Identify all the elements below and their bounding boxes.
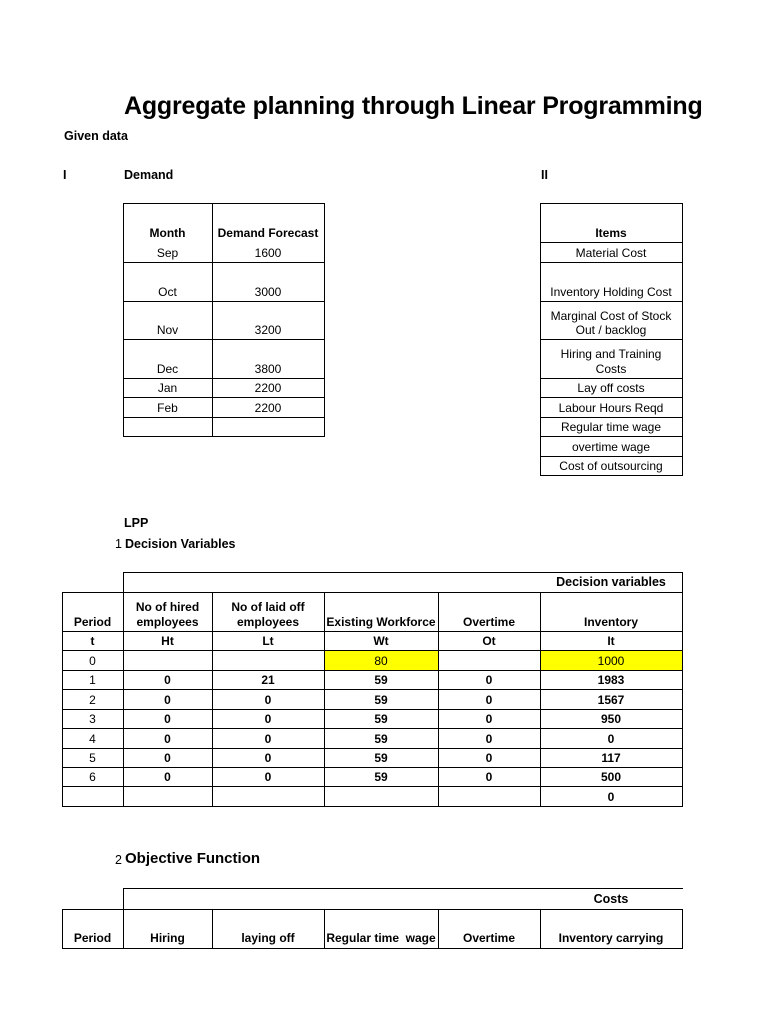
month-cell: Dec [156, 362, 179, 376]
column-header: Overtime [462, 615, 516, 629]
item-label: Hiring and Training [560, 347, 662, 361]
month-cell: Feb [157, 401, 178, 415]
column-header: Inventory carrying [558, 931, 664, 945]
table-cell: 59 [374, 732, 388, 746]
month-cell: Oct [158, 285, 177, 299]
items-header: Items [595, 226, 627, 240]
table-cell: 0 [264, 712, 272, 726]
table-cell: 4 [89, 732, 96, 746]
table-cell: 0 [485, 751, 493, 765]
grid-line [62, 806, 683, 807]
grid-line [123, 339, 325, 340]
given-data-label: Given data [64, 129, 128, 143]
table-cell: 0 [485, 732, 493, 746]
item-label: overtime wage [571, 440, 651, 454]
grid-line [62, 748, 683, 749]
section-number: 2 [115, 853, 122, 867]
page-title: Aggregate planning through Linear Programming [124, 92, 703, 120]
column-header: No of laid off [231, 600, 305, 614]
demand-cell: 3800 [254, 362, 282, 376]
item-label: Material Cost [575, 246, 647, 260]
grid-line [540, 456, 683, 457]
table-cell: 59 [374, 751, 388, 765]
column-header: Overtime [462, 931, 516, 945]
demand-cell: 3000 [254, 285, 282, 299]
group-header: Costs [593, 892, 629, 906]
table-cell: 3 [89, 712, 96, 726]
grid-line [540, 262, 683, 263]
grid-line [123, 417, 325, 418]
table-cell: 1 [89, 673, 96, 687]
column-header: employees [136, 615, 199, 629]
grid-line [62, 631, 683, 632]
section-number: 1 [115, 537, 122, 551]
table-cell: 59 [374, 673, 388, 687]
item-label: Marginal Cost of Stock [550, 309, 672, 323]
symbol-cell: It [607, 634, 615, 648]
section-ii-label: II [541, 168, 548, 182]
table-cell: 5 [89, 751, 96, 765]
grid-line [123, 397, 325, 398]
table-cell: 0 [164, 751, 171, 765]
demand-cell: 2200 [254, 401, 282, 415]
table-cell: 0 [164, 693, 171, 707]
objective-function-heading: Objective Function [125, 850, 261, 867]
column-header: Period [73, 931, 112, 945]
table-cell: 1000 [597, 654, 625, 668]
symbol-cell: Ot [482, 634, 496, 648]
table-cell: 0 [485, 712, 493, 726]
grid-line [123, 572, 683, 573]
month-cell: Nov [156, 323, 179, 337]
grid-line [123, 301, 325, 302]
grid-line [540, 475, 683, 476]
grid-line [540, 301, 683, 302]
column-header: employees [236, 615, 300, 629]
table-cell: 0 [607, 732, 615, 746]
column-header: Period [73, 615, 112, 629]
demand-cell: 3200 [254, 323, 282, 337]
grid-line [123, 888, 683, 889]
column-header: Demand Forecast [217, 226, 319, 240]
item-label: Inventory Holding Cost [550, 285, 672, 299]
table-cell: 0 [485, 693, 493, 707]
grid-line [62, 689, 683, 690]
item-label: Labour Hours Reqd [558, 401, 664, 415]
symbol-cell: Ht [161, 634, 174, 648]
table-cell: 80 [374, 654, 388, 668]
lpp-label: LPP [124, 516, 149, 530]
table-cell: 500 [600, 770, 622, 784]
table-cell: 0 [264, 693, 272, 707]
table-cell: 0 [164, 732, 171, 746]
table-cell: 0 [164, 770, 171, 784]
column-header: Regular time wage [326, 931, 436, 945]
decision-variables-heading: Decision Variables [125, 537, 236, 551]
demand-cell: 1600 [254, 246, 282, 260]
table-cell: 0 [164, 673, 171, 687]
grid-line [540, 436, 683, 437]
grid-line [540, 378, 683, 379]
grid-line [540, 417, 683, 418]
grid-line [62, 728, 683, 729]
grid-line [123, 378, 325, 379]
grid-line [123, 203, 325, 204]
grid-line [62, 909, 683, 910]
table-cell: 1567 [597, 693, 625, 707]
table-cell: 0 [164, 712, 171, 726]
table-cell: 950 [600, 712, 622, 726]
grid-line [682, 572, 683, 807]
column-header: Month [149, 226, 186, 240]
column-header: Existing Workforce [326, 615, 436, 629]
item-label: Regular time wage [560, 420, 662, 434]
table-cell: 1983 [597, 673, 625, 687]
table-cell: 0 [264, 732, 272, 746]
table-cell: 6 [89, 770, 96, 784]
grid-line [540, 242, 683, 243]
group-header: Decision variables [556, 575, 666, 589]
column-header: No of hired [135, 600, 200, 614]
table-cell: 59 [374, 712, 388, 726]
column-header: laying off [241, 931, 295, 945]
grid-line [540, 397, 683, 398]
table-cell: 2 [89, 693, 96, 707]
table-cell: 0 [264, 770, 272, 784]
table-cell: 0 [89, 654, 96, 668]
symbol-cell: Lt [262, 634, 274, 648]
grid-line [62, 592, 683, 593]
grid-line [62, 670, 683, 671]
column-header: Inventory [583, 615, 638, 629]
table-cell: 59 [374, 770, 388, 784]
demand-cell: 2200 [254, 381, 282, 395]
column-header: Hiring [150, 931, 185, 945]
section-i-label: I [63, 168, 67, 182]
symbol-cell: Wt [373, 634, 389, 648]
item-label: Lay off costs [577, 381, 645, 395]
month-cell: Jan [157, 381, 178, 395]
month-cell: Sep [156, 246, 179, 260]
grid-line [62, 786, 683, 787]
grid-line [62, 650, 683, 651]
grid-line [540, 339, 683, 340]
grid-line [62, 948, 683, 949]
symbol-cell: t [90, 634, 95, 648]
demand-label: Demand [124, 168, 174, 182]
grid-line [682, 909, 683, 949]
table-cell: 0 [607, 790, 615, 804]
item-label: Costs [595, 362, 627, 376]
table-cell: 0 [264, 751, 272, 765]
item-label: Out / backlog [575, 323, 647, 337]
grid-line [62, 709, 683, 710]
table-cell: 21 [261, 673, 275, 687]
table-cell: 59 [374, 693, 388, 707]
table-cell: 117 [601, 751, 621, 765]
table-cell: 0 [485, 770, 493, 784]
grid-line [324, 203, 325, 437]
grid-line [123, 262, 325, 263]
grid-line [62, 767, 683, 768]
grid-line [540, 203, 683, 204]
grid-line [123, 436, 325, 437]
item-label: Cost of outsourcing [559, 459, 663, 473]
table-cell: 0 [485, 673, 493, 687]
